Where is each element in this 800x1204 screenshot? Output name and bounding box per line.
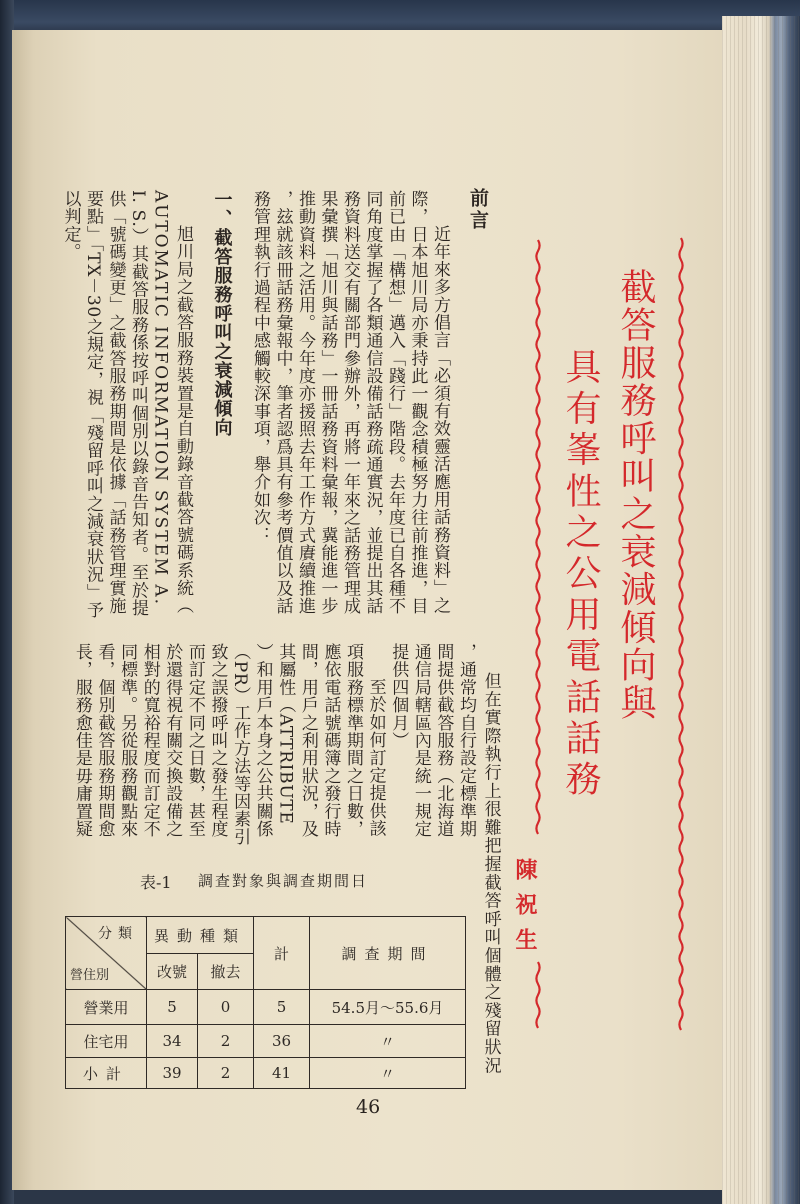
table-cell: 39 [147,1058,198,1089]
text-column: 供「號碼變更」之截答服務期間是依據「話務管理實施 [105,190,126,615]
corner-header-bottom: 營住別 [70,968,110,983]
table-cell: 0 [198,990,254,1025]
table-header-row [66,917,466,954]
table-caption-label: 表-1 [140,873,172,892]
period-header-cell: 調查期間 [310,917,466,990]
table-row [66,990,466,1025]
text-column: 旭川局之截答服務裝置是自動錄音截答號碼系統（ [173,225,193,615]
table-cell: 2 [198,1025,254,1058]
article-title-line-1: 截答服務呼叫之衰減傾向與 [615,268,656,722]
row-label-cell: 小計 [66,1058,147,1089]
text-column: 於還得視有關交換設備之 [162,643,183,838]
page-stack-edge [722,16,800,1204]
text-column: 但在實際執行上很難把握截答呼叫個體之殘留狀況 [480,672,501,1075]
text-column: 間，用戶之利用狀況，及 [297,643,318,838]
text-column: ）和用戶本身之公共關係 [252,643,273,838]
text-column: 務管理執行過程中感觸較深事項，舉介如次： [250,190,270,544]
text-column: I. S.）其截答服務係按呼叫個別以錄音告知者。至於提 [128,190,148,617]
text-column: 務資料送交有關部門參辦外，再將一年來之話務管理成 [340,190,360,615]
row-label-cell: 營業用 [66,990,147,1025]
text-column: AUTOMATIC INFORMATION SYSTEM A. [150,190,171,606]
text-column: 果彙撰「旭川與話務」一冊話務資料彙報，冀能進一步 [317,190,338,615]
survey-table [65,916,466,1089]
author-name: 陳祝生 [512,858,538,963]
table-cell: 34 [147,1025,198,1058]
text-column: 以判定。 [60,190,81,261]
subheader-cell: 改號 [147,954,198,990]
table-row [66,1025,466,1058]
text-column: 長，服務愈佳是毋庸置疑 [71,643,92,838]
table-cell: 2 [198,1058,254,1089]
text-column: 相對的寬裕程度而訂定不 [139,643,160,838]
text-column: 應依電話號碼簿之發行時 [320,643,341,838]
table-caption-text: 調查對象與調查期間日 [198,872,369,890]
text-column: （PR）工作方法等因素引 [230,643,251,846]
text-column: 提供四個月） [388,643,409,750]
article-title-line-2: 具有峯性之公用電話話務 [560,348,601,802]
table-cell: 36 [254,1025,310,1058]
group-header-cell: 異動種類 [147,917,254,954]
text-column: 同角度掌握了各類通信設備話務疏通實況，並提出其話 [362,190,383,615]
table-cell: 5 [147,990,198,1025]
total-header-cell: 計 [254,917,310,990]
corner-header-top: 分類 [98,926,138,942]
text-column: 而訂定不同之日數，甚至 [184,643,205,838]
upper-text-block [59,190,451,630]
table-cell: 54.5月～55.6月 [310,990,466,1025]
text-column: 看，個別截答服務期間愈 [94,643,115,838]
text-column: 前已由「構想」邁入「踐行」階段。去年度已自各種不 [385,190,405,615]
text-column: 近年來多方倡言「必須有效靈活應用話務資料」之 [430,225,450,615]
text-column: 間提供截答服務（北海道 [433,643,454,838]
corner-header-cell [66,917,147,990]
book-cover-top [0,0,800,34]
text-column: 其屬性（ATTRIBUTE [275,643,296,825]
preface-heading: 前言 [467,188,489,232]
lower-text-block [70,643,477,863]
table-cell: 41 [254,1058,310,1089]
page-number: 46 [356,1096,381,1118]
text-column: 推動資料之活用。今年度亦援照去年工作方式賡續推進 [295,190,315,615]
table-cell: 〃 [310,1025,466,1058]
section-heading: 一、截答服務呼叫之衰減傾向 [211,190,233,437]
text-column: 際，日本旭川局亦秉持此一觀念積極努力往前推進，目 [407,190,428,615]
table-row [66,1058,466,1089]
text-column: 至於如何訂定提供該 [365,678,386,838]
text-column: ，通常均自行設定標準期 [456,643,476,838]
text-column: 項服務標準期間之日數， [343,643,364,838]
table-cell: 〃 [310,1058,466,1089]
table-cell: 5 [254,990,310,1025]
text-column: 致之誤撥呼叫之發生程度 [207,643,228,838]
text-column: 同標準。另從服務觀點來 [117,643,138,838]
subheader-cell: 撤去 [198,954,254,990]
text-column: 通信局轄區內是統一規定 [410,643,431,838]
text-column: ，玆就該冊話務彙報中，筆者認爲具有參考價值以及話 [272,190,293,615]
row-label-cell: 住宅用 [66,1025,147,1058]
text-column: 要點」「TX－30之規定，視「殘留呼叫之減衰狀況」予 [83,190,103,619]
